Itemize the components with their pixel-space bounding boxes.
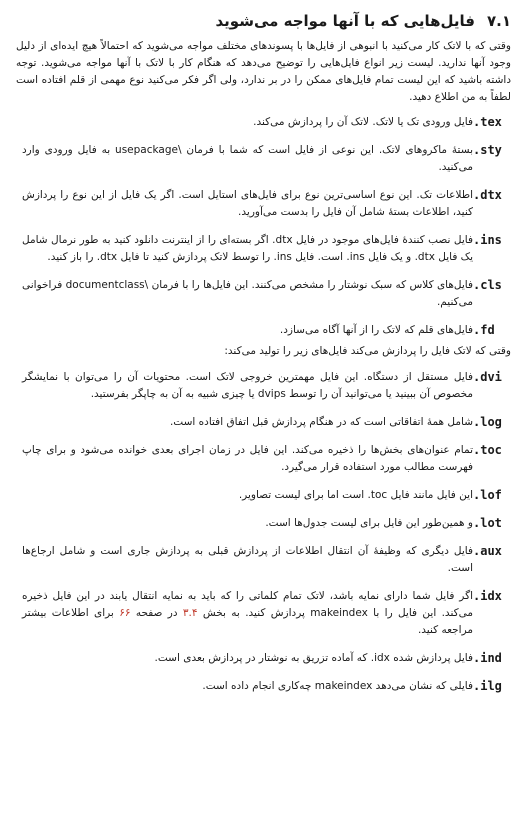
extension-label: .cls: [473, 278, 502, 292]
intro-paragraph: وقتی که با لاتک کار می‌کنید با انبوهی از فایل‌ها با پسوندهای مختلف مواجه می‌شوید که احتمالاً هیچ ایده‌ای از دلیل وجود آنها ندارید. لیست زیر انواع فایل‌هایی را توضیح می‌دهد که هنگام کار با لاتک با آنها مواجه می‌شوید. توجه داشته باشید که این لیست تمام فایل‌های ممکن را در بر ندارد، ولی اگر فکر می‌کنید نوع مهمی از قلم افتاده است لطفاً به من اطلاع دهید.: [16, 40, 511, 103]
extension-description: [16, 588, 473, 639]
extension-label: .lof: [473, 488, 502, 502]
extension-label: .ind: [473, 651, 502, 665]
list-item-lof: [16, 487, 511, 504]
section-heading: [16, 12, 511, 30]
input-file-list: [16, 114, 511, 339]
idx-description-part: برای اطلاعات بیشتر مراجعه کنید.: [22, 607, 473, 636]
output-intro-paragraph: وقتی که لاتک فایل را پردازش می‌کند فایل‌های زیر را تولید می‌کند:: [224, 345, 511, 357]
extension-label: .ilg: [473, 679, 502, 693]
extension-description: و همین‌طور این فایل برای لیست جدول‌ها است.: [265, 517, 473, 529]
extension-description: فایل مستقل از دستگاه. این فایل مهمترین خروجی لاتک است. محتویات آن را می‌توان با نمایشگر مخصوص آن ببینید یا می‌توانید آن را توسط dvips یا چیزی شبیه به آن به چاپگر بفرستید.: [22, 371, 473, 400]
extension-description: اطلاعات تک. این نوع اساسی‌ترین نوع برای فایل‌های استایل است. اگر یک فایل از این نوع را پردازش کنید، اطلاعات بستهٔ شامل آن فایل را بدست می‌آورید.: [22, 189, 473, 218]
extension-description: فایل دیگری که وظیفهٔ آن انتقال اطلاعات از پردازش قبلی به پردازش جاری است و شامل ارجاع‌ها است.: [22, 545, 473, 574]
section-reference-link[interactable]: ۳.۴: [182, 607, 198, 619]
extension-label: .lot: [473, 516, 502, 530]
extension-label: .fd: [473, 323, 495, 337]
output-file-list: [16, 369, 511, 695]
extension-label: .aux: [473, 544, 502, 558]
list-item-log: [16, 414, 511, 431]
list-item-idx: [16, 588, 511, 639]
extension-description: شامل همهٔ اتفاقاتی است که در هنگام پردازش قبل اتفاق افتاده است.: [169, 416, 473, 428]
page-reference-link[interactable]: ۶۶: [119, 607, 131, 619]
extension-description: بستهٔ ماکروهای لاتک. این نوعی از فایل است که شما با فرمان \usepackage به فایل ورودی وارد می‌کنید.: [22, 144, 473, 173]
extension-description: فایل‌های قلم که لاتک را از آنها آگاه می‌سازد.: [279, 324, 473, 336]
list-item-dtx: [16, 187, 511, 221]
extension-description: فایل‌های کلاس که سبک نوشتار را مشخص می‌کنند. این فایل‌ها را با فرمان \documentclass فراخوانی می‌کنیم.: [22, 279, 473, 308]
extension-label: .tex: [473, 115, 502, 129]
section-title: فایل‌هایی که با آنها مواجه می‌شوید: [215, 12, 475, 30]
list-item-cls: [16, 277, 511, 311]
extension-description: فایل پردازش شده idx. که آماده تزریق به نوشتار در پردازش بعدی است.: [154, 652, 473, 664]
extension-label: .sty: [473, 143, 502, 157]
list-item-aux: [16, 543, 511, 577]
idx-description-part: در صفحه: [130, 607, 183, 619]
extension-description: این فایل مانند فایل toc. است اما برای لیست تصاویر.: [238, 489, 473, 501]
list-item-ind: [16, 650, 511, 667]
list-item-ilg: [16, 678, 511, 695]
idx-description-part: اگر فایل شما دارای نمایه باشد، لاتک تمام کلماتی را که باید به نمایه انتقال یابند در این فایل ذخیره می‌کند. این فایل را با makeindex پردازش کنید. به بخش: [22, 590, 473, 619]
list-item-fd: [16, 322, 511, 339]
extension-label: .dtx: [473, 188, 502, 202]
extension-label: .log: [473, 415, 502, 429]
extension-description: فایل نصب کنندهٔ فایل‌های موجود در فایل dtx. اگر بسته‌ای را از اینترنت دانلود کنید به طور نرمال شامل یک فایل dtx. و یک فایل ins. است. فایل ins. را توسط لاتک پردازش کنید تا فایل dtx. را باز کنید.: [22, 234, 474, 263]
extension-label: .idx: [473, 589, 502, 603]
list-item-ins: [16, 232, 511, 266]
section-number: ۷.۱: [486, 12, 511, 30]
extension-description: فایل ورودی تک یا لاتک. لاتک آن را پردازش می‌کند.: [253, 116, 473, 128]
extension-description: تمام عنوان‌های بخش‌ها را ذخیره می‌کند. این فایل در زمان اجرای بعدی خوانده می‌شود و برای چاپ فهرست مطالب مورد استفاده قرار می‌گیرد.: [22, 444, 473, 473]
extension-description: فایلی که نشان می‌دهد makeindex چه‌کاری انجام داده است.: [202, 680, 473, 692]
list-item-lot: [16, 515, 511, 532]
list-item-sty: [16, 142, 511, 176]
extension-label: .dvi: [473, 370, 502, 384]
list-item-dvi: [16, 369, 511, 403]
extension-label: .ins: [473, 233, 502, 247]
list-item-toc: [16, 442, 511, 476]
list-item-tex: [16, 114, 511, 131]
extension-label: .toc: [473, 443, 502, 457]
